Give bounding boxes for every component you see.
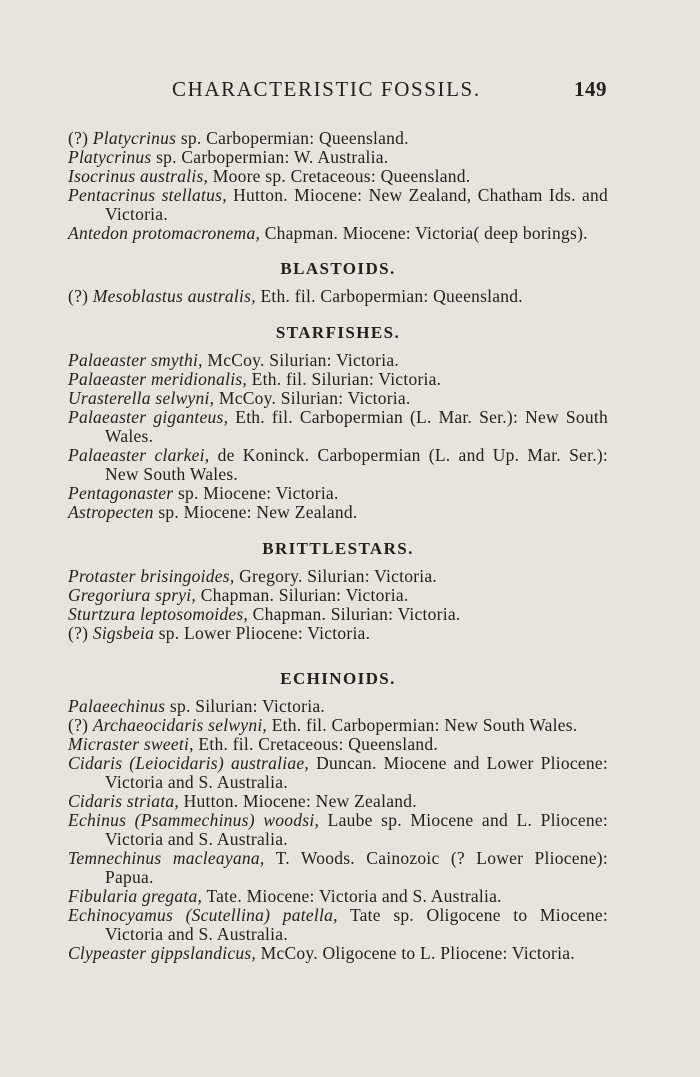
- species-name: Archaeocidaris selwyni,: [92, 715, 268, 735]
- species-name: Platycrinus: [68, 147, 152, 167]
- fossil-entry: [68, 716, 608, 735]
- species-name: Cidaris striata,: [68, 791, 179, 811]
- entry-details: Duncan. Miocene and Lower Pliocene: Victoria and S. Australia.: [105, 753, 608, 792]
- species-name: Protaster brisingoides,: [68, 566, 235, 586]
- entry-details: Eth. fil. Carbopermian: New South Wales.: [267, 715, 578, 735]
- fossil-entry: [68, 408, 608, 446]
- entry-details: Hutton. Miocene: New Zealand.: [178, 791, 417, 811]
- entry-details: McCoy. Silurian: Victoria.: [214, 388, 411, 408]
- fossil-entry: [68, 754, 608, 792]
- section-title: BLASTOIDS.: [280, 259, 396, 278]
- fossil-entry: [68, 503, 608, 522]
- running-title: CHARACTERISTIC FOSSILS.: [172, 77, 481, 101]
- section-title: BRITTLESTARS.: [262, 539, 414, 558]
- entry-details: Moore sp. Cretaceous: Queensland.: [208, 166, 471, 186]
- entry-details: Eth. fil. Cretaceous: Queensland.: [193, 734, 438, 754]
- species-name: Isocrinus australis,: [68, 166, 209, 186]
- species-name: Pentacrinus stellatus,: [68, 185, 227, 205]
- fossil-entry: [68, 586, 608, 605]
- fossil-entry: [68, 370, 608, 389]
- fossil-entry: [68, 129, 608, 148]
- entry-details: Chapman. Silurian: Victoria.: [196, 585, 409, 605]
- species-name: Fibularia gregata,: [68, 886, 203, 906]
- species-name: Echinus (Psammechinus) woodsi,: [68, 810, 320, 830]
- uncertain-marker: (?): [68, 715, 93, 735]
- species-name: Temnechinus macleayana,: [68, 848, 265, 868]
- fossil-entry: [68, 849, 608, 887]
- entry-details: Eth. fil. Carbopermian (L. Mar. Ser.): New South Wales.: [105, 407, 608, 446]
- echinoids-section: [68, 669, 608, 963]
- species-name: Echinocyamus (Scutellina) patella,: [68, 905, 338, 925]
- brittlestars-section: [68, 539, 608, 643]
- entry-details: Gregory. Silurian: Victoria.: [234, 566, 438, 586]
- fossil-entry: [68, 697, 608, 716]
- entry-details: Laube sp. Miocene and L. Pliocene: Victoria and S. Australia.: [105, 810, 608, 849]
- fossil-entry: [68, 624, 608, 643]
- species-name: Palaeaster meridionalis,: [68, 369, 248, 389]
- blastoids-section: [68, 259, 608, 306]
- species-name: Urasterella selwyni,: [68, 388, 215, 408]
- page-number: 149: [574, 77, 607, 101]
- species-name: Sigsbeia: [92, 623, 155, 643]
- fossil-entry: [68, 605, 608, 624]
- starfishes-section: [68, 323, 608, 522]
- entry-details: Eth. fil. Carbopermian: Queensland.: [255, 286, 523, 306]
- species-name: Sturtzura leptosomoides,: [68, 604, 249, 624]
- fossil-entry: [68, 944, 608, 963]
- uncertain-marker: (?): [68, 623, 93, 643]
- entry-details: sp. Carbopermian: Queensland.: [176, 128, 409, 148]
- entry-details: Eth. fil. Silurian: Victoria.: [247, 369, 442, 389]
- species-name: Platycrinus: [92, 128, 177, 148]
- fossil-entry: [68, 792, 608, 811]
- fossil-entry: [68, 389, 608, 408]
- entry-details: Hutton. Miocene: New Zealand, Chatham Ids. and Victoria.: [105, 185, 609, 224]
- fossil-entry: [68, 735, 608, 754]
- entry-details: sp. Carbopermian: W. Australia.: [151, 147, 389, 167]
- fossil-entry: [68, 148, 608, 167]
- entry-details: sp. Lower Pliocene: Victoria.: [154, 623, 371, 643]
- page-header: [0, 77, 700, 107]
- fossil-entry: [68, 567, 608, 586]
- species-name: Palaeaster smythi,: [68, 350, 203, 370]
- fossil-entry: [68, 351, 608, 370]
- species-name: Micraster sweeti,: [68, 734, 194, 754]
- fossil-entry: [68, 167, 608, 186]
- entry-details: sp. Miocene: New Zealand.: [153, 502, 358, 522]
- fossil-entry: [68, 446, 608, 484]
- species-name: Gregoriura spryi,: [68, 585, 197, 605]
- fossil-entry: [68, 186, 608, 224]
- fossil-entry: [68, 906, 608, 944]
- entry-details: sp. Silurian: Victoria.: [165, 696, 325, 716]
- entry-details: Chapman. Silurian: Victoria.: [248, 604, 461, 624]
- fossil-entry: [68, 224, 608, 243]
- species-name: Pentagonaster: [68, 483, 174, 503]
- species-name: Palaeaster clarkei,: [68, 445, 210, 465]
- fossil-entry: [68, 811, 608, 849]
- entry-details: Chapman. Miocene: Victoria( deep borings).: [260, 223, 588, 243]
- species-name: Mesoblastus australis,: [92, 286, 256, 306]
- entry-details: McCoy. Silurian: Victoria.: [202, 350, 399, 370]
- entry-details: Tate. Miocene: Victoria and S. Australia.: [202, 886, 502, 906]
- species-name: Clypeaster gippslandicus,: [68, 943, 257, 963]
- entry-details: sp. Miocene: Victoria.: [173, 483, 339, 503]
- species-name: Palaeaster giganteus,: [68, 407, 229, 427]
- entry-details: Tate sp. Oligocene to Miocene: Victoria and S. Australia.: [105, 905, 608, 944]
- uncertain-marker: (?): [68, 128, 93, 148]
- species-name: Cidaris (Leiocidaris) australiae,: [68, 753, 310, 773]
- entry-details: McCoy. Oligocene to L. Pliocene: Victoria.: [256, 943, 575, 963]
- fossil-entry: [68, 887, 608, 906]
- fossil-entry: [68, 484, 608, 503]
- fossil-list: [68, 129, 608, 963]
- crinoids-section: [68, 129, 608, 243]
- section-title: ECHINOIDS.: [280, 669, 396, 688]
- uncertain-marker: (?): [68, 286, 93, 306]
- section-title: STARFISHES.: [275, 323, 401, 342]
- fossil-entry: [68, 287, 608, 306]
- entry-details: T. Woods. Cainozoic (? Lower Pliocene): Papua.: [105, 848, 608, 887]
- species-name: Astropecten: [68, 502, 154, 522]
- species-name: Antedon protomacronema,: [68, 223, 261, 243]
- entry-details: de Koninck. Carbopermian (L. and Up. Mar. Ser.): New South Wales.: [105, 445, 609, 484]
- species-name: Palaeechinus: [68, 696, 166, 716]
